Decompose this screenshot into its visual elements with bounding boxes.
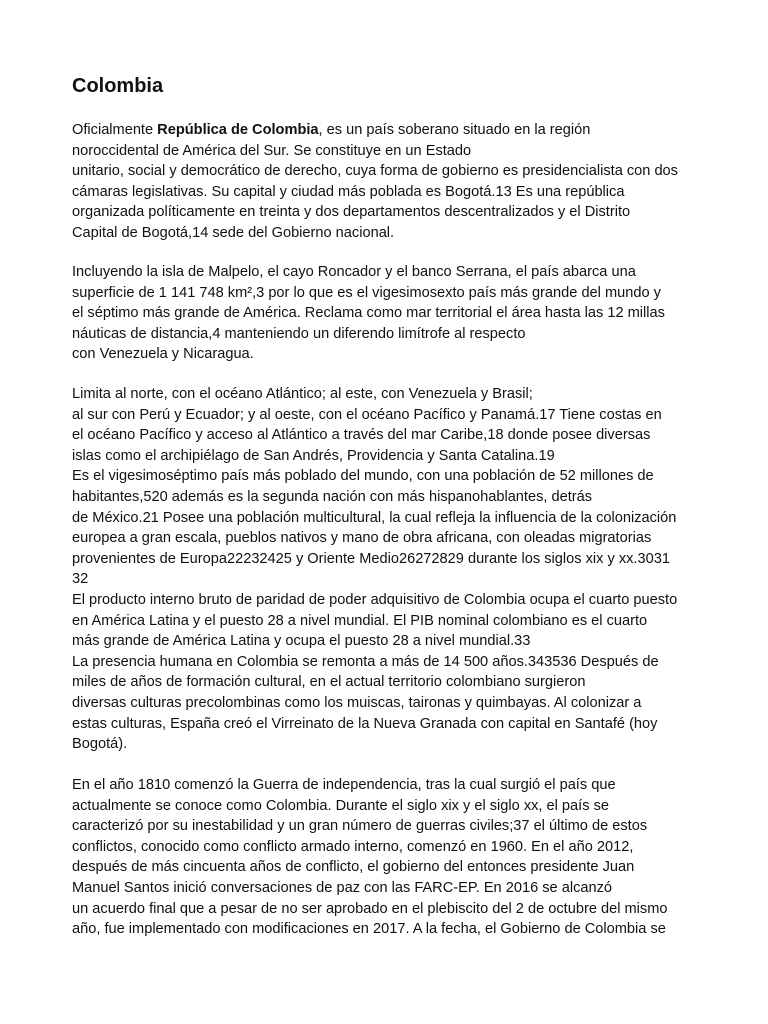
text-line: con Venezuela y Nicaragua. [72, 346, 254, 363]
text-line: habitantes,520 además es la segunda nación con más hispanohablantes, detrás [72, 488, 593, 505]
text-line: miles de años de formación cultural, en el actual territorio colombiano surgieron [72, 674, 586, 691]
paragraph-intro [72, 120, 702, 244]
text-line: organizada políticamente en treinta y dos departamentos descentralizados y el Distrito [72, 204, 631, 221]
text-line: diversas culturas precolombinas como los muiscas, taironas y quimbayas. Al colonizar a [72, 694, 642, 711]
paragraph-history [72, 775, 702, 940]
text-line: al sur con Perú y Ecuador; y al oeste, con el océano Pacífico y Panamá.17 Tiene costas en [72, 406, 662, 423]
text-line: Bogotá). [72, 736, 128, 753]
text-line: unitario, social y democrático de derecho, cuya forma de gobierno es presidencialista con dos [72, 163, 678, 180]
text-line: conflictos, conocido como conflicto armado interno, comenzó en 1960. En el año 2012, [72, 838, 634, 855]
text-segment: , es un país soberano situado en la región [318, 122, 591, 138]
text-line: cámaras legislativas. Su capital y ciudad más poblada es Bogotá.13 Es una república [72, 183, 625, 200]
text-line: un acuerdo final que a pesar de no ser aprobado en el plebiscito del 2 de octubre del mismo [72, 900, 668, 917]
text-line: provenientes de Europa22232425 y Oriente Medio26272829 durante los siglos xix y xx.3031 [72, 550, 670, 567]
text-line: noroccidental de América del Sur. Se constituye en un Estado [72, 142, 472, 159]
text-line: en América Latina y el puesto 28 a nivel mundial. El PIB nominal colombiano es el cuarto [72, 612, 648, 629]
text-line: el séptimo más grande de América. Reclama como mar territorial el área hasta las 12 millas [72, 305, 665, 322]
text-line: superficie de 1 141 748 km²,3 por lo que es el vigesimosexto país más grande del mundo y [72, 284, 661, 301]
page-title: Colombia [72, 75, 164, 97]
text-line: náuticas de distancia,4 manteniendo un diferendo limítrofe al respecto [72, 325, 526, 342]
text-line: europea a gran escala, pueblos nativos y mano de obra africana, con oleadas migratorias [72, 530, 652, 547]
text-line: Manuel Santos inició conversaciones de paz con las FARC-EP. En 2016 se alcanzó [72, 879, 613, 896]
text-line: más grande de América Latina y ocupa el puesto 28 a nivel mundial.33 [72, 633, 531, 650]
text-line: 32 [72, 571, 89, 588]
text-line: actualmente se conoce como Colombia. Durante el siglo xix y el siglo xx, el país se [72, 797, 609, 814]
text-line: Capital de Bogotá,14 sede del Gobierno nacional. [72, 224, 395, 241]
paragraph-borders-population [72, 384, 702, 755]
text-segment: Oficialmente [72, 122, 158, 138]
text-line: El producto interno bruto de paridad de poder adquisitivo de Colombia ocupa el cuarto puesto [72, 591, 678, 608]
text-line: Limita al norte, con el océano Atlántico; al este, con Venezuela y Brasil; [72, 386, 533, 402]
text-line: Incluyendo la isla de Malpelo, el cayo Roncador y el banco Serrana, el país abarca una [72, 264, 636, 280]
text-line: La presencia humana en Colombia se remonta a más de 14 500 años.343536 Después de [72, 653, 659, 670]
text-line: estas culturas, España creó el Virreinato de la Nueva Granada con capital en Santafé (hoy [72, 715, 658, 732]
text-line: después de más cincuenta años de conflicto, el gobierno del entonces presidente Juan [72, 859, 635, 876]
bold-term: República de Colombia [157, 122, 319, 138]
text-line: islas como el archipiélago de San Andrés, Providencia y Santa Catalina.19 [72, 447, 555, 464]
paragraph-territory [72, 262, 702, 365]
text-line: En el año 1810 comenzó la Guerra de independencia, tras la cual surgió el país que [72, 777, 616, 793]
text-line: año, fue implementado con modificaciones en 2017. A la fecha, el Gobierno de Colombia se [72, 921, 666, 938]
text-line [72, 120, 702, 141]
text-line: de México.21 Posee una población multicultural, la cual refleja la influencia de la colonización [72, 509, 677, 526]
text-line: caracterizó por su inestabilidad y un gran número de guerras civiles;37 el último de estos [72, 818, 648, 835]
text-line: Es el vigesimoséptimo país más poblado del mundo, con una población de 52 millones de [72, 468, 654, 485]
text-line: el océano Pacífico y acceso al Atlántico a través del mar Caribe,18 donde posee diversas [72, 427, 651, 444]
